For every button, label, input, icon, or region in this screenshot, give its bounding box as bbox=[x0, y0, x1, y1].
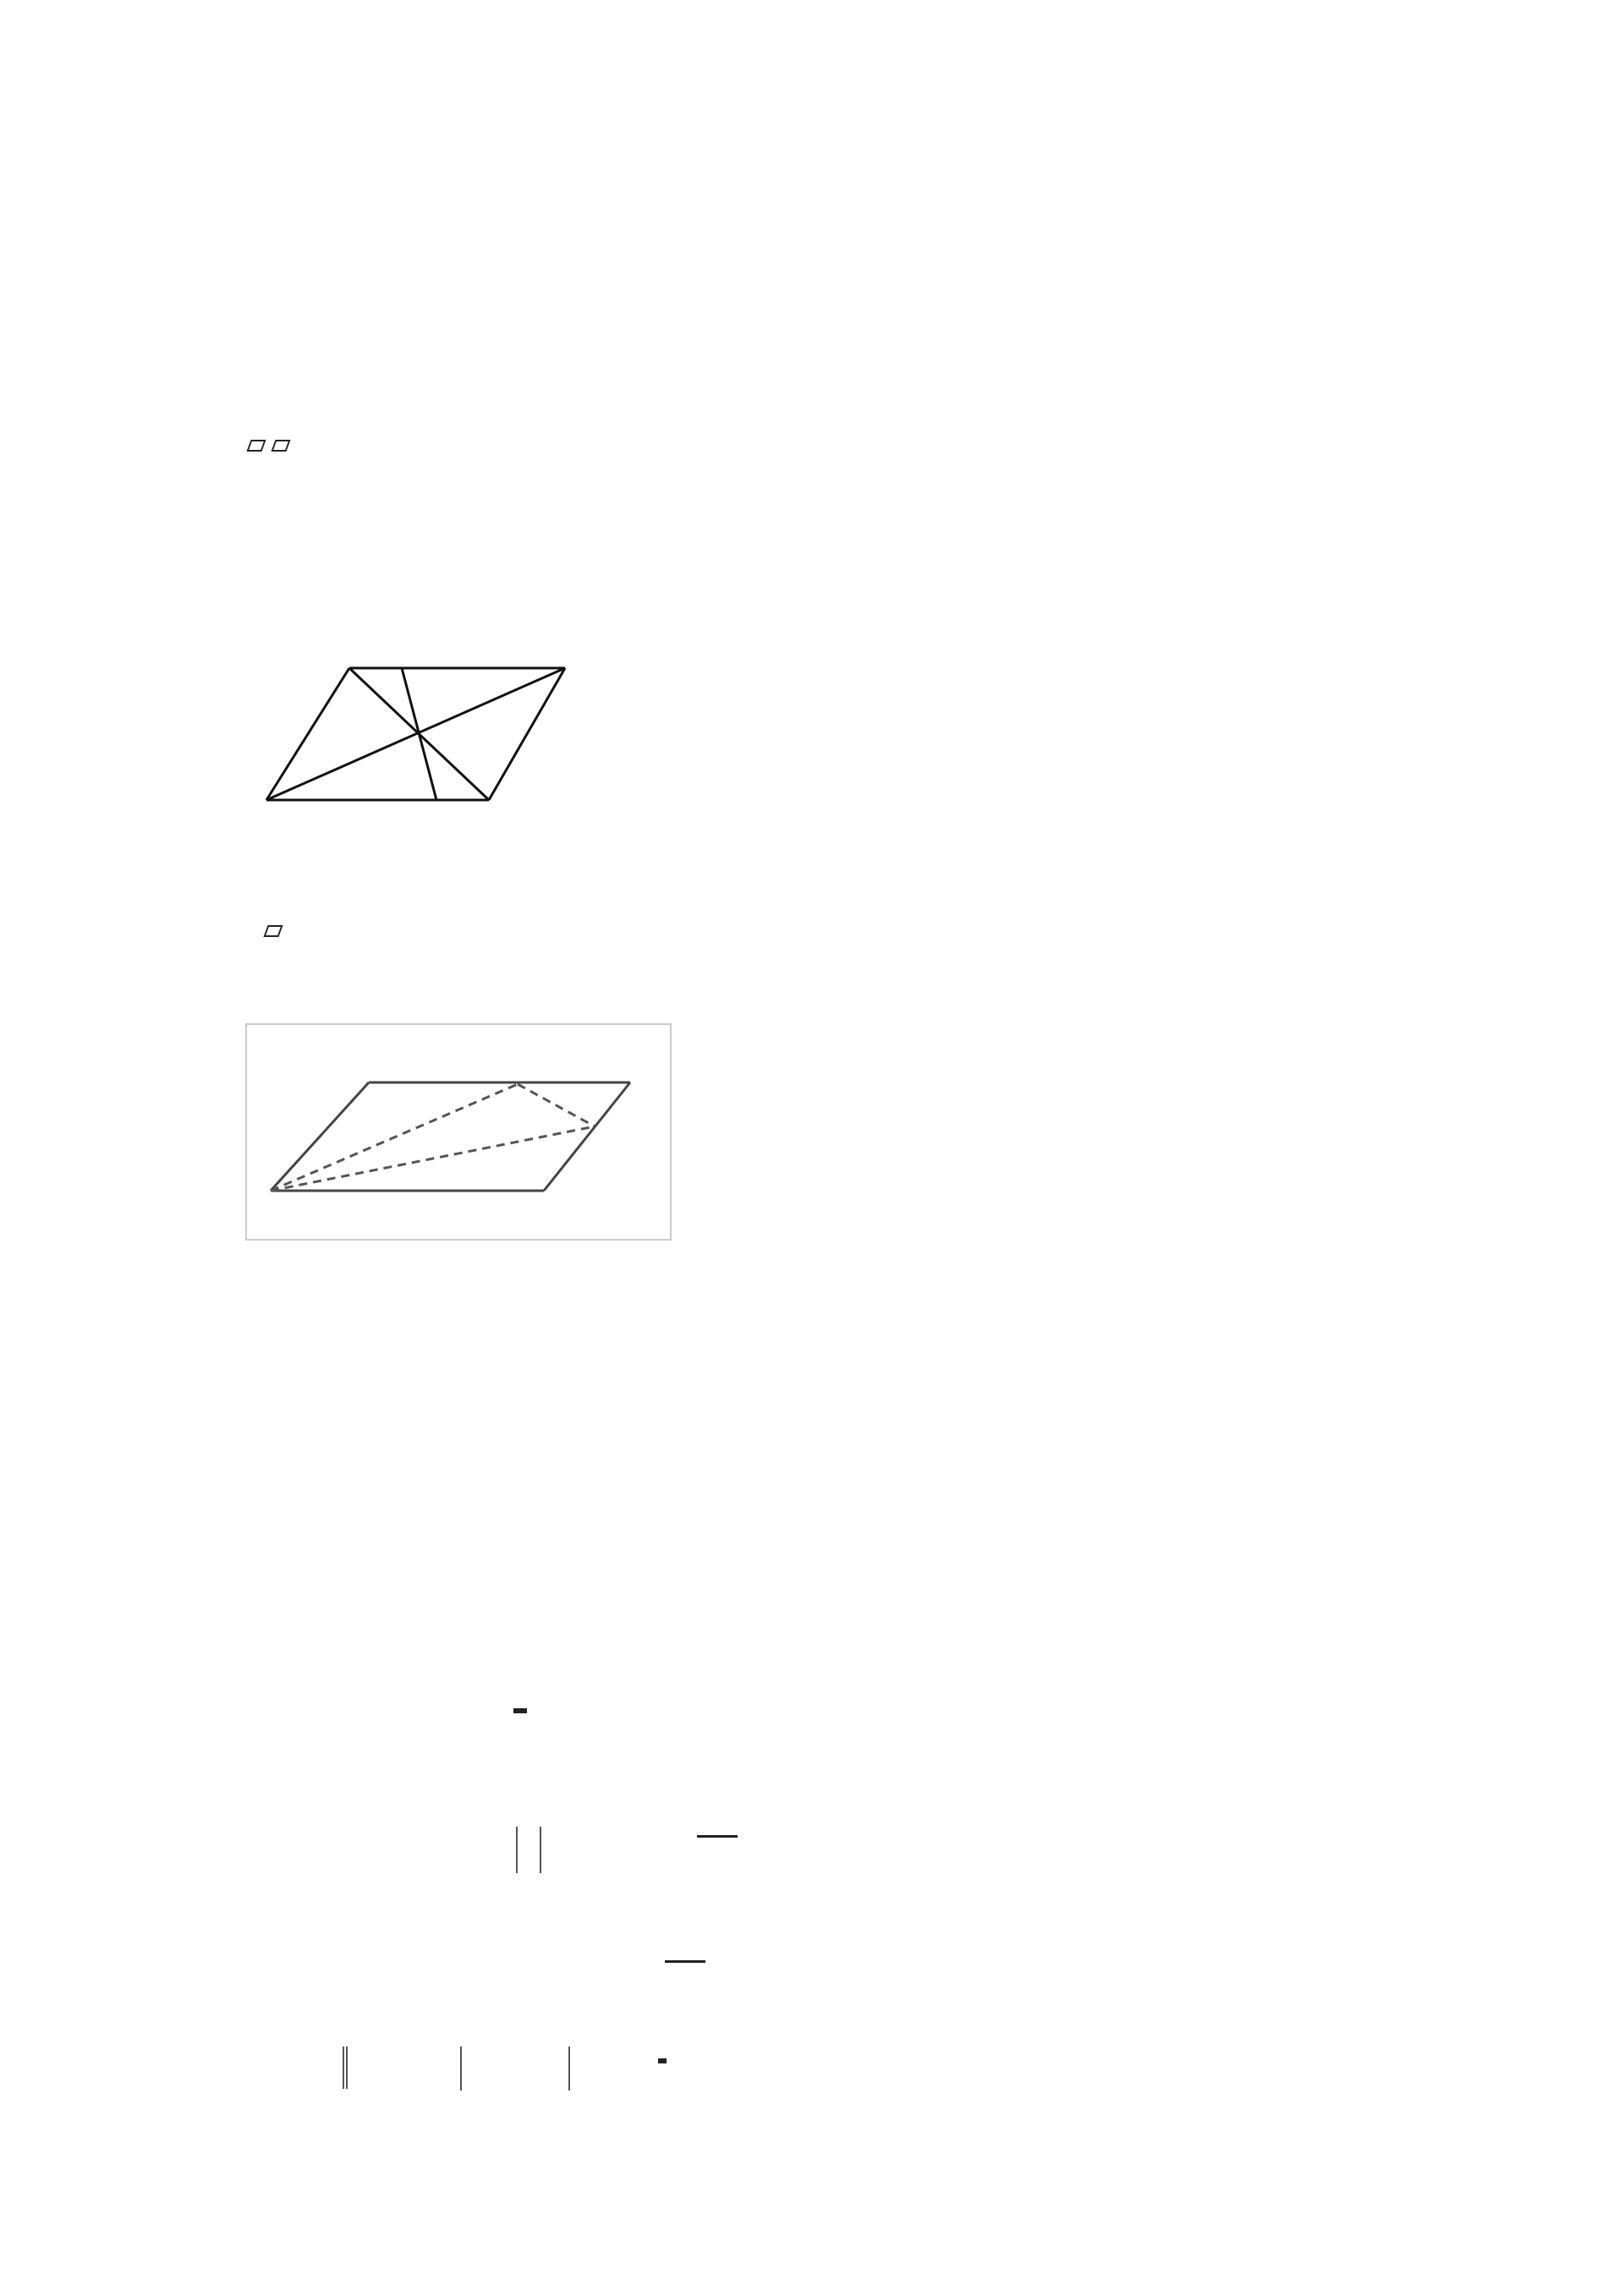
fraction-bar bbox=[665, 1960, 705, 1963]
abs-bar bbox=[568, 2047, 570, 2091]
parallelogram-figure-q2 bbox=[237, 626, 660, 863]
abs-bar bbox=[516, 1827, 518, 1873]
question-1 bbox=[247, 423, 292, 466]
fraction-bar bbox=[697, 1835, 738, 1838]
abs-bar bbox=[343, 2047, 344, 2089]
parallelogram-icon bbox=[246, 440, 266, 452]
fraction-bar bbox=[658, 2058, 667, 2063]
abs-bar bbox=[346, 2047, 348, 2089]
abs-bar bbox=[540, 1827, 541, 1873]
parallelogram-icon bbox=[272, 440, 291, 452]
question-3 bbox=[247, 909, 284, 945]
fold-figure-q3 bbox=[245, 1023, 672, 1240]
fraction-bar bbox=[513, 1708, 527, 1713]
abs-bar bbox=[460, 2047, 462, 2091]
parallelogram-icon bbox=[263, 925, 283, 937]
